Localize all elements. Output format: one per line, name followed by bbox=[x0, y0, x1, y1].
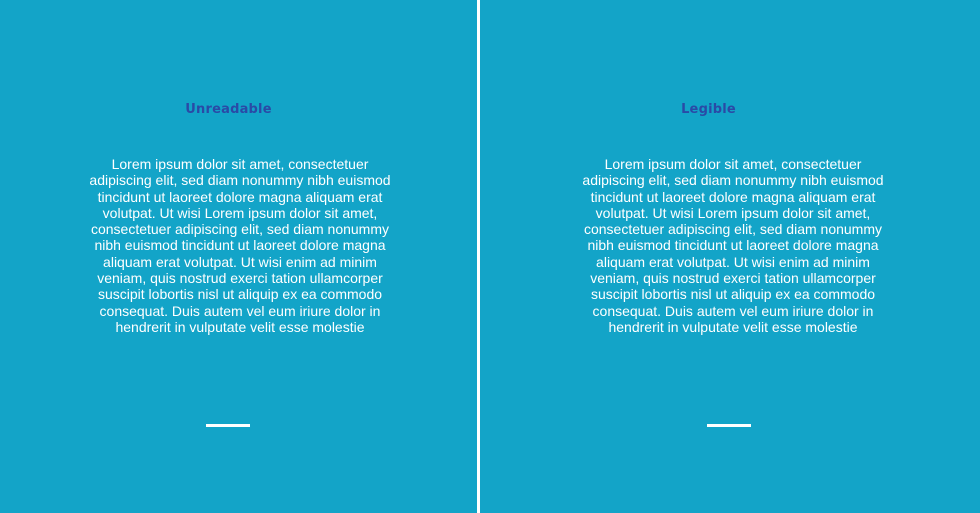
decorative-dash bbox=[707, 424, 751, 427]
panel-heading: Unreadable bbox=[185, 102, 272, 117]
panel-heading: Legible bbox=[681, 102, 736, 117]
decorative-dash bbox=[206, 424, 250, 427]
panel-body-text: Lorem ipsum dolor sit amet, consectetuer adipiscing elit, sed diam nonummy nibh euismod tincidunt ut laoreet dolore magna aliquam erat volutpat. Ut wisi Lorem ipsum dolor sit amet, consectetuer adipiscing elit, sed diam nonummy nibh euismod tincidunt ut laoreet dolore magna aliquam erat volutpat. Ut wisi enim ad minim veniam, quis nostrud exerci tation ullamcorper suscipit lobortis nisl ut aliquip ex ea commodo consequat. Duis autem vel eum iriure dolor in hendrerit in vulputate velit esse molestie bbox=[89, 156, 391, 335]
panel-body-text: Lorem ipsum dolor sit amet, consectetuer adipiscing elit, sed diam nonummy nibh euismod tincidunt ut laoreet dolore magna aliquam erat volutpat. Ut wisi Lorem ipsum dolor sit amet, consectetuer adipiscing elit, sed diam nonummy nibh euismod tincidunt ut laoreet dolore magna aliquam erat volutpat. Ut wisi enim ad minim veniam, quis nostrud exerci tation ullamcorper suscipit lobortis nisl ut aliquip ex ea commodo consequat. Duis autem vel eum iriure dolor in hendrerit in vulputate velit esse molestie bbox=[582, 156, 884, 335]
legible-panel bbox=[480, 0, 980, 513]
unreadable-panel bbox=[0, 0, 477, 513]
